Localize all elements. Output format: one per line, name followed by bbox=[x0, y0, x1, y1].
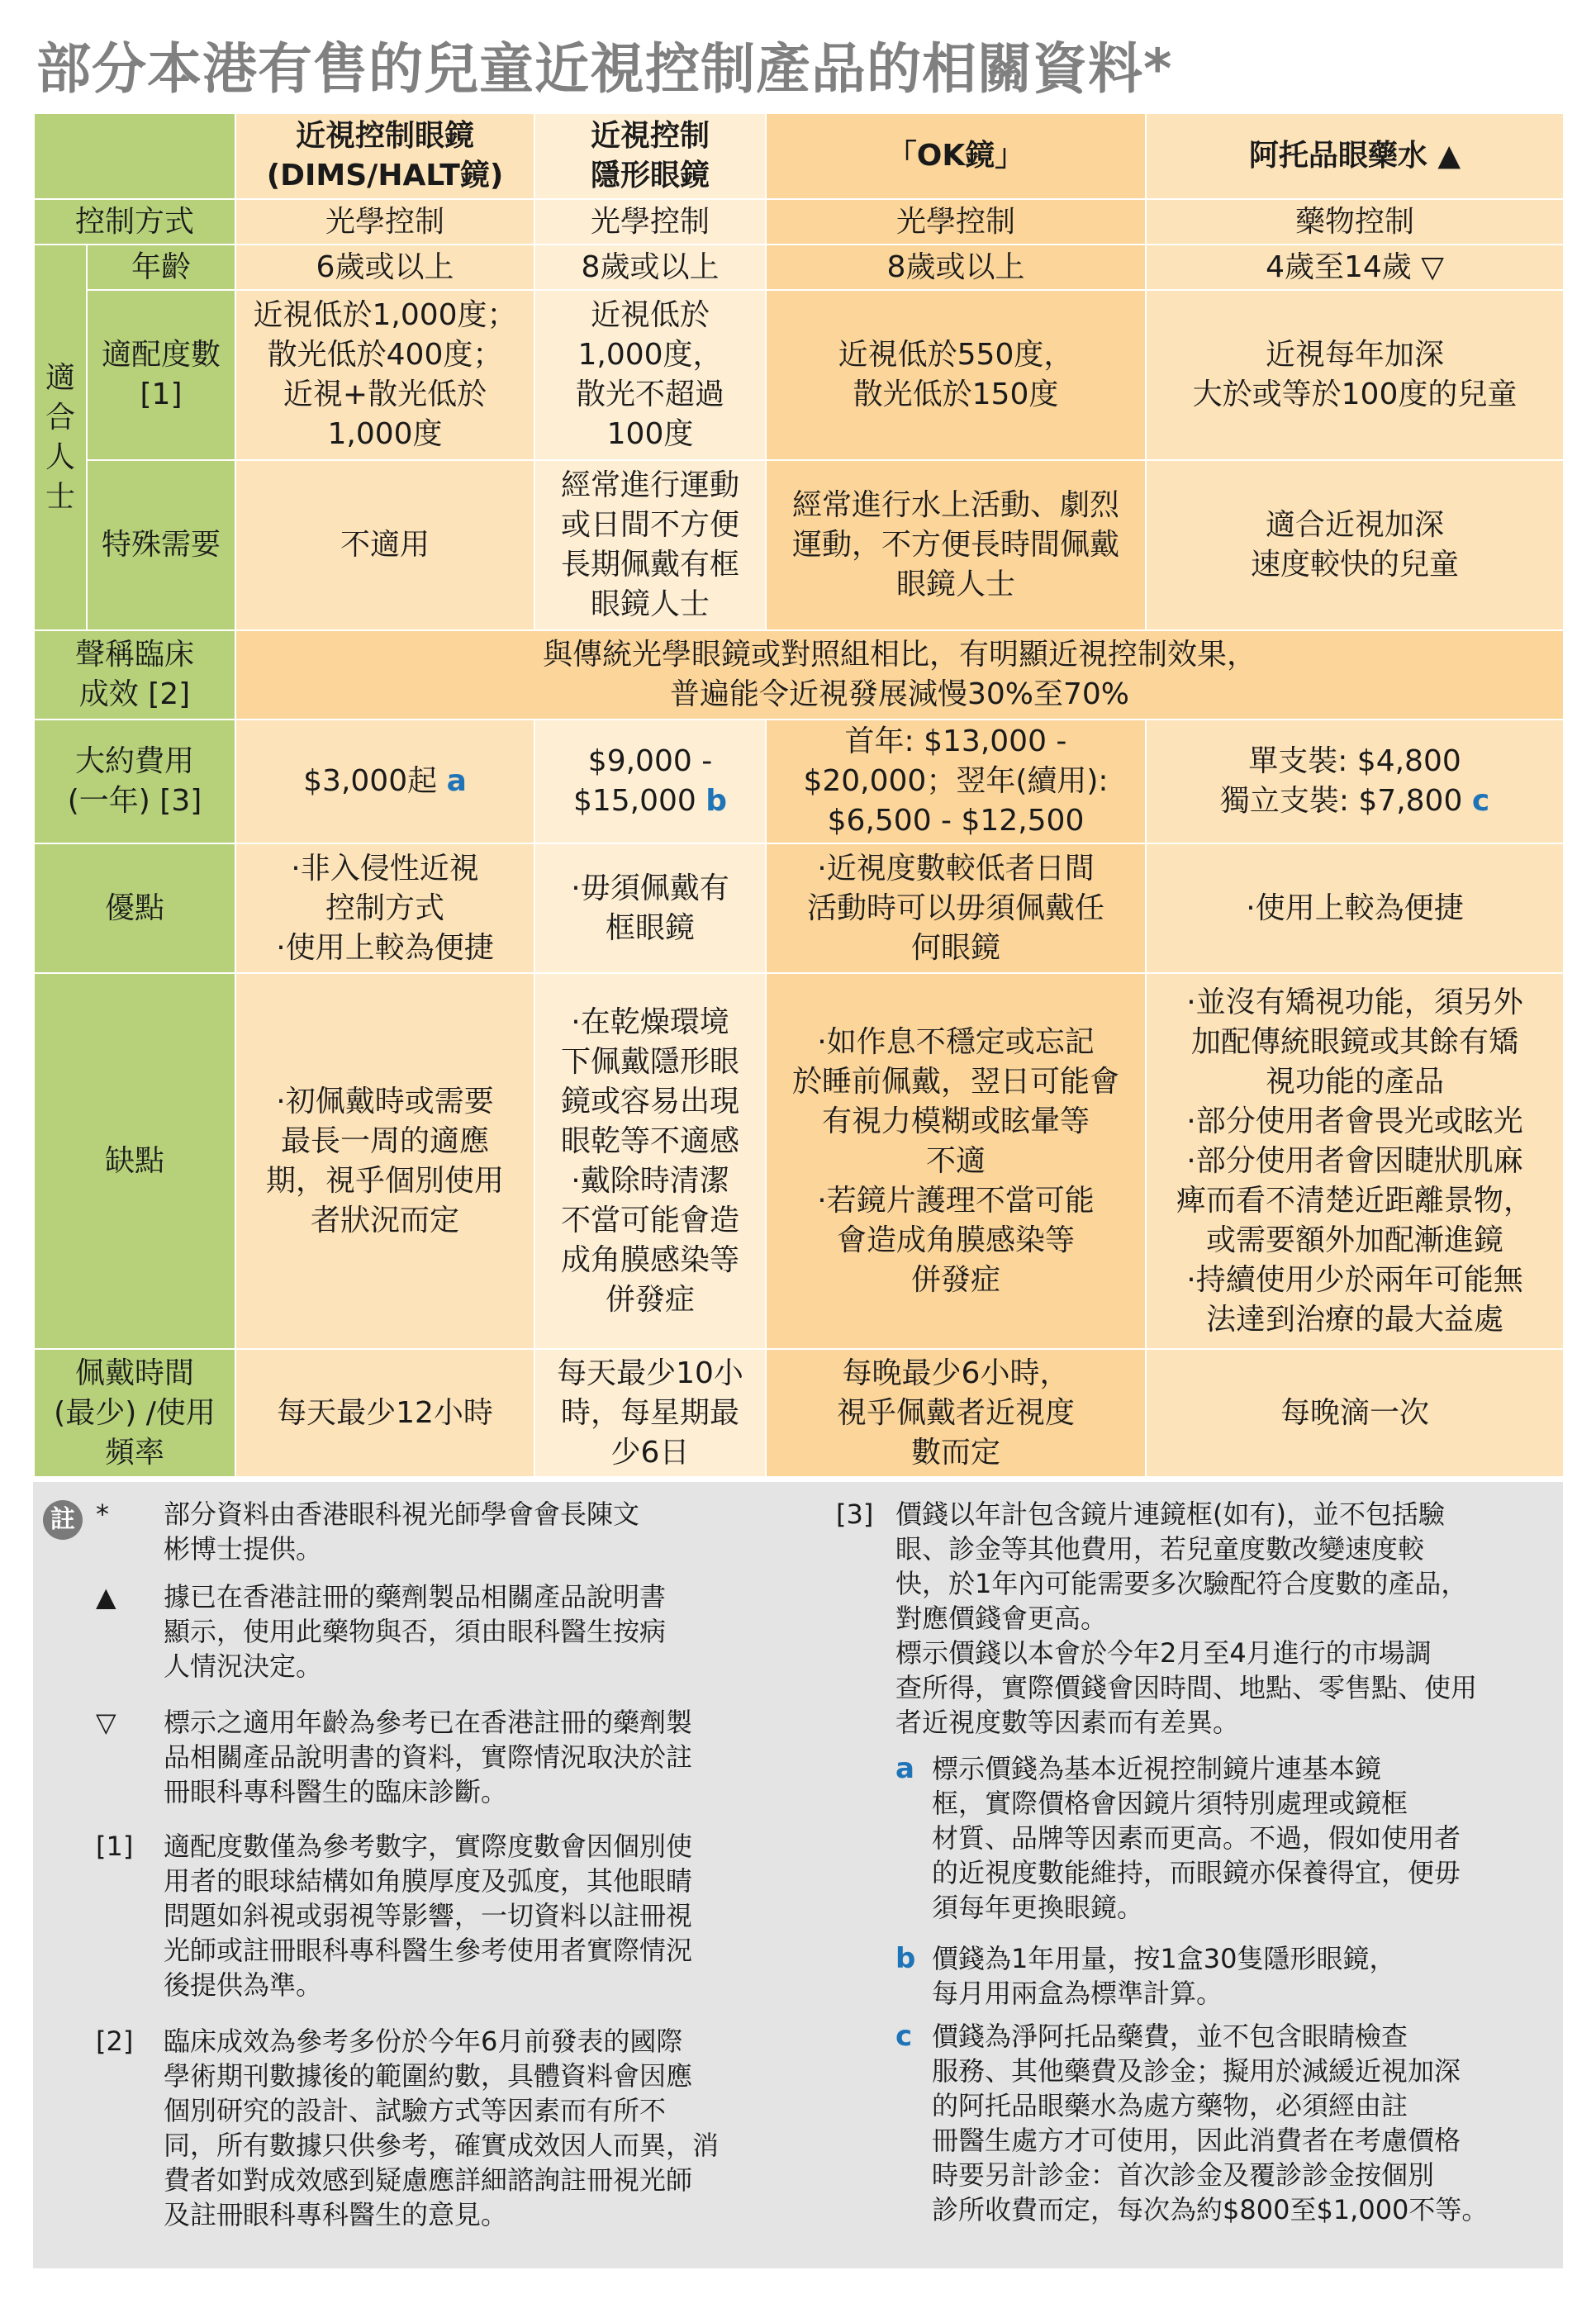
row-label-cost-line: 大約費用 bbox=[74, 744, 194, 778]
cell-cons-dims-line: 最長一周的適應 bbox=[280, 1123, 489, 1158]
cell-age-atropine: 4歲至14歲 ▽ bbox=[1146, 245, 1564, 290]
row-label-efficacy-line: 成效 [2] bbox=[78, 677, 191, 711]
note-triangle bbox=[164, 1579, 824, 1684]
footnote-mark-c: c bbox=[1471, 784, 1490, 818]
note-sub-mark-a: a bbox=[895, 1752, 914, 1785]
cell-wear-contact-line: 每天最少10小 bbox=[557, 1356, 743, 1390]
notes-badge: 註 bbox=[43, 1500, 83, 1540]
cost-atropine-line-1: 單支裝: $4,800 bbox=[1248, 744, 1461, 778]
note-3-line: 眼、診金等其他費用，若兒童度數改變速度較 bbox=[895, 1533, 1425, 1565]
row-label-wear bbox=[34, 1349, 235, 1477]
cell-special-ok bbox=[766, 460, 1146, 630]
cell-special-ok-line: 經常進行水上活動、劇烈 bbox=[791, 488, 1119, 522]
cell-age-contact: 8歲或以上 bbox=[534, 245, 766, 290]
cell-special-ok-line: 眼鏡人士 bbox=[895, 568, 1015, 601]
cell-cons-contact-line: 眼乾等不適感 bbox=[560, 1123, 739, 1158]
row-label-control-method: 控制方式 bbox=[34, 199, 235, 245]
cell-pros-ok-line: 活動時可以毋須佩戴任 bbox=[806, 891, 1104, 925]
footnote-mark-a: a bbox=[446, 764, 467, 798]
cell-cons-ok-line: 於睡前佩戴，翌日可能會 bbox=[791, 1064, 1119, 1099]
row-label-degree bbox=[87, 290, 235, 460]
page-title: 部分本港有售的兒童近視控制產品的相關資料* bbox=[36, 37, 1173, 101]
cell-cons-atropine-line: 痺而看不清楚近距離景物， bbox=[1176, 1183, 1533, 1218]
cell-pros-contact-line: 框眼鏡 bbox=[605, 910, 695, 945]
cell-cons-atropine-line: 或需要額外加配漸進鏡 bbox=[1205, 1223, 1503, 1257]
cell-cost-ok bbox=[766, 720, 1146, 843]
cell-cons-contact-line: 成角膜感染等 bbox=[560, 1242, 739, 1277]
cell-degree-contact-line: 100度 bbox=[606, 417, 694, 451]
footnote-mark-b: b bbox=[705, 784, 728, 818]
note-2-line: 同，所有數據只供參考，確實成效因人而異，消 bbox=[164, 2130, 720, 2161]
cell-degree-dims bbox=[235, 290, 534, 460]
cell-cost-ok-line: $20,000；翌年(續用): bbox=[803, 764, 1109, 798]
note-triangle-line: 顯示，使用此藥物與否，須由眼科醫生按病 bbox=[164, 1616, 667, 1647]
cell-efficacy-line: 與傳統光學眼鏡或對照組相比，有明顯近視控制效果， bbox=[542, 638, 1256, 672]
cell-efficacy-line: 普遍能令近視發展減慢30%至70% bbox=[669, 677, 1130, 711]
note-triangle-down bbox=[164, 1705, 824, 1809]
note-triangle-line: 據已在香港註冊的藥劑製品相關產品說明書 bbox=[164, 1581, 667, 1612]
cell-degree-dims-line: 近視低於1,000度； bbox=[253, 298, 517, 332]
cell-cons-ok-line: ·若鏡片護理不當可能 bbox=[817, 1183, 1095, 1218]
cell-control-atropine: 藥物控制 bbox=[1146, 199, 1564, 245]
cell-special-contact-line: 或日間不方便 bbox=[560, 508, 739, 542]
cell-cons-ok-line: 會造成角膜感染等 bbox=[836, 1223, 1075, 1257]
note-2-line: 個別研究的設計、試驗方式等因素而有所不 bbox=[164, 2095, 667, 2126]
cell-wear-contact bbox=[534, 1349, 766, 1477]
note-sub-c-line: 診所收費而定，每次為約$800至$1,000不等。 bbox=[932, 2194, 1489, 2225]
note-sub-a-line: 材質、品牌等因素而更高。不過，假如使用者 bbox=[932, 1822, 1461, 1854]
cell-degree-dims-line: 散光低於400度； bbox=[267, 338, 503, 372]
note-3-line: 價錢以年計包含鏡片連鏡框(如有)，並不包括驗 bbox=[895, 1498, 1445, 1530]
note-2-line: 學術期刊數據後的範圍約數，具體資料會因應 bbox=[164, 2060, 693, 2092]
cell-pros-dims-line: ·使用上較為便捷 bbox=[276, 930, 494, 965]
note-2-line: 費者如對成效感到疑慮應詳細諮詢註冊視光師 bbox=[164, 2164, 693, 2196]
cell-cons-dims-line: 者狀況而定 bbox=[310, 1203, 459, 1237]
cell-special-atropine-line: 適合近視加深 bbox=[1265, 508, 1444, 542]
cell-pros-dims-line: ·非入侵性近視 bbox=[291, 851, 479, 886]
cell-cons-atropine-line: 法達到治療的最大益處 bbox=[1205, 1302, 1503, 1337]
cell-cons-contact bbox=[534, 973, 766, 1349]
comparison-table bbox=[33, 112, 1565, 1478]
row-label-cost-line: (一年) [3] bbox=[67, 784, 202, 818]
note-3-line: 者近視度數等因素而有差異。 bbox=[895, 1707, 1240, 1738]
note-asterisk-line: 彬博士提供。 bbox=[164, 1533, 323, 1565]
row-label-degree-line: [1] bbox=[140, 378, 183, 411]
note-sub-c-line: 時要另計診金：首次診金及覆診診金按個別 bbox=[932, 2159, 1435, 2191]
header-dims bbox=[235, 113, 534, 199]
row-group-label-suitable-line: 合 bbox=[45, 400, 75, 435]
note-sub-c-line: 冊醫生處方才可使用，因此消費者在考慮價格 bbox=[932, 2125, 1461, 2156]
note-2-line: 及註冊眼科專科醫生的意見。 bbox=[164, 2199, 508, 2230]
note-3-line: 對應價錢會更高。 bbox=[895, 1603, 1108, 1634]
cell-cons-ok bbox=[766, 973, 1146, 1349]
cell-cons-dims-line: 期，視乎個別使用 bbox=[265, 1163, 504, 1198]
cell-pros-ok-line: 何眼鏡 bbox=[910, 930, 1000, 965]
cell-pros-dims bbox=[235, 843, 534, 973]
note-sub-a-line: 的近視度數能維持，而眼鏡亦保養得宜，便毋 bbox=[932, 1857, 1461, 1888]
cell-wear-ok-line: 每晚最少6小時， bbox=[842, 1356, 1070, 1390]
header-dims-line: (DIMS/HALT鏡) bbox=[266, 159, 504, 192]
cell-cons-atropine-line: 視功能的產品 bbox=[1265, 1064, 1444, 1099]
cell-degree-ok-line: 散光低於150度 bbox=[853, 378, 1059, 411]
note-mark-asterisk: * bbox=[96, 1498, 109, 1530]
cell-special-ok-line: 運動，不方便長時間佩戴 bbox=[791, 528, 1119, 562]
cell-degree-contact-line: 1,000度， bbox=[577, 338, 723, 372]
note-sub-a-line: 標示價錢為基本近視控制鏡片連基本鏡 bbox=[932, 1753, 1382, 1784]
note-1-line: 適配度數僅為參考數字，實際度數會因個別使 bbox=[164, 1831, 693, 1862]
header-dims-line: 近視控制眼鏡 bbox=[295, 119, 474, 153]
cell-cons-dims-line: ·初佩戴時或需要 bbox=[276, 1084, 494, 1119]
note-3-line: 標示價錢以本會於今年2月至4月進行的市場調 bbox=[895, 1637, 1432, 1669]
cell-degree-contact bbox=[534, 290, 766, 460]
cell-wear-atropine: 每晚滴一次 bbox=[1146, 1349, 1564, 1477]
cost-contact-line-1: $9,000 - bbox=[587, 744, 713, 778]
cell-efficacy bbox=[235, 630, 1564, 720]
row-group-label-suitable bbox=[34, 245, 87, 630]
cell-degree-atropine-line: 近視每年加深 bbox=[1265, 338, 1444, 372]
note-1-line: 問題如斜視或弱視等影響，一切資料以註冊視 bbox=[164, 1900, 693, 1931]
header-ok: 「OK鏡」 bbox=[766, 113, 1146, 199]
cell-cons-atropine-line: ·並沒有矯視功能，須另外 bbox=[1186, 985, 1523, 1019]
cell-cost-contact bbox=[534, 720, 766, 843]
cell-special-atropine-line: 速度較快的兒童 bbox=[1250, 548, 1459, 582]
header-contact-line: 隱形眼鏡 bbox=[590, 159, 710, 192]
cell-cons-atropine bbox=[1146, 973, 1564, 1349]
cell-pros-ok-line: ·近視度數較低者日間 bbox=[817, 851, 1095, 886]
note-mark-triangle-down: ▽ bbox=[96, 1707, 116, 1738]
cell-cons-contact-line: 不當可能會造 bbox=[560, 1203, 739, 1237]
header-contact-line: 近視控制 bbox=[590, 119, 710, 153]
cell-cons-contact-line: 鏡或容易出現 bbox=[560, 1084, 739, 1119]
note-triangle-line: 人情況決定。 bbox=[164, 1650, 323, 1682]
cell-age-ok: 8歲或以上 bbox=[766, 245, 1146, 290]
row-label-wear-line: 頻率 bbox=[104, 1435, 164, 1470]
note-sub-c bbox=[932, 2019, 1560, 2227]
cell-degree-atropine-line: 大於或等於100度的兒童 bbox=[1192, 378, 1518, 411]
row-group-label-suitable-line: 士 bbox=[45, 479, 75, 514]
note-triangle-down-line: 冊眼科專科醫生的臨床診斷。 bbox=[164, 1776, 508, 1807]
cell-special-contact bbox=[534, 460, 766, 630]
note-2-line: 臨床成效為參考多份於今年6月前發表的國際 bbox=[164, 2026, 683, 2057]
cell-cost-atropine bbox=[1146, 720, 1564, 843]
cost-dims-text: $3,000起 bbox=[303, 764, 438, 798]
cell-cons-ok-line: 併發症 bbox=[910, 1262, 1000, 1297]
note-2 bbox=[164, 2024, 824, 2232]
row-label-wear-line: (最少) /使用 bbox=[54, 1395, 216, 1430]
row-label-pros: 優點 bbox=[34, 843, 235, 973]
cell-wear-contact-line: 時，每星期最 bbox=[560, 1395, 739, 1430]
cell-wear-dims: 每天最少12小時 bbox=[235, 1349, 534, 1477]
notes-panel bbox=[33, 1482, 1563, 2268]
cell-cons-ok-line: ·如作息不穩定或忘記 bbox=[817, 1024, 1095, 1059]
cell-cons-contact-line: 下佩戴隱形眼 bbox=[560, 1044, 739, 1079]
cell-wear-ok-line: 數而定 bbox=[910, 1435, 1000, 1470]
cell-cons-atropine-line: ·持續使用少於兩年可能無 bbox=[1186, 1262, 1523, 1297]
header-atropine: 阿托品眼藥水 ▲ bbox=[1146, 113, 1564, 199]
note-mark-3: [3] bbox=[836, 1498, 874, 1530]
cell-age-dims: 6歲或以上 bbox=[235, 245, 534, 290]
cell-cons-ok-line: 有視力模糊或眩暈等 bbox=[821, 1104, 1090, 1138]
cell-cons-dims bbox=[235, 973, 534, 1349]
cell-special-dims: 不適用 bbox=[235, 460, 534, 630]
cell-special-contact-line: 經常進行運動 bbox=[560, 468, 739, 502]
note-sub-c-line: 價錢為淨阿托品藥費，並不包含眼睛檢查 bbox=[932, 2021, 1408, 2052]
cell-degree-ok-line: 近視低於550度， bbox=[838, 338, 1074, 372]
row-group-label-suitable-line: 適 bbox=[45, 360, 75, 395]
note-3-line: 快，於1年內可能需要多次驗配符合度數的產品， bbox=[895, 1568, 1468, 1599]
row-label-cost bbox=[34, 720, 235, 843]
row-label-efficacy bbox=[34, 630, 235, 720]
cost-atropine-line-2: 獨立支裝: $7,800 bbox=[1219, 784, 1463, 818]
cell-pros-dims-line: 控制方式 bbox=[325, 891, 444, 925]
cell-wear-contact-line: 少6日 bbox=[610, 1435, 690, 1470]
cell-cost-ok-line: $6,500 - $12,500 bbox=[827, 804, 1085, 838]
note-mark-1: [1] bbox=[96, 1831, 134, 1862]
note-sub-b-line: 每月用兩盒為標準計算。 bbox=[932, 1978, 1223, 2009]
row-label-degree-line: 適配度數 bbox=[101, 338, 221, 372]
cell-degree-contact-line: 散光不超過 bbox=[575, 378, 724, 411]
note-asterisk-line: 部分資料由香港眼科視光師學會會長陳文 bbox=[164, 1498, 640, 1530]
note-1-line: 光師或註冊眼科專科醫生參考使用者實際情況 bbox=[164, 1935, 693, 1966]
header-blank bbox=[34, 113, 235, 199]
row-label-age: 年齡 bbox=[87, 245, 235, 290]
note-triangle-down-line: 品相關產品說明書的資料，實際情況取決於註 bbox=[164, 1741, 693, 1773]
cell-degree-dims-line: 1,000度 bbox=[327, 417, 443, 451]
note-sub-c-line: 的阿托品眼藥水為處方藥物，必須經由註 bbox=[932, 2090, 1408, 2121]
cell-wear-ok-line: 視乎佩戴者近視度 bbox=[836, 1395, 1075, 1430]
note-sub-b bbox=[932, 1941, 1560, 2011]
note-sub-mark-b: b bbox=[895, 1942, 916, 1975]
note-sub-a-line: 框，實際價格會因鏡片須特別處理或鏡框 bbox=[932, 1788, 1408, 1819]
note-3 bbox=[895, 1497, 1556, 1740]
cell-degree-dims-line: 近視+散光低於 bbox=[283, 378, 487, 411]
note-3-line: 查所得，實際價錢會因時間、地點、零售點、使用 bbox=[895, 1672, 1478, 1703]
cell-cons-atropine-line: ·部分使用者會畏光或眩光 bbox=[1186, 1104, 1523, 1138]
row-label-special: 特殊需要 bbox=[87, 460, 235, 630]
cell-cons-contact-line: ·在乾燥環境 bbox=[571, 1005, 729, 1039]
note-1 bbox=[164, 1829, 824, 2002]
cell-pros-ok bbox=[766, 843, 1146, 973]
cell-special-contact-line: 長期佩戴有框 bbox=[560, 548, 739, 582]
cell-cons-atropine-line: 加配傳統眼鏡或其餘有矯 bbox=[1190, 1024, 1518, 1059]
note-mark-triangle: ▲ bbox=[96, 1581, 116, 1612]
cell-cost-dims bbox=[235, 720, 534, 843]
cell-control-ok: 光學控制 bbox=[766, 199, 1146, 245]
cell-cons-contact-line: ·戴除時清潔 bbox=[571, 1163, 729, 1198]
cell-degree-ok bbox=[766, 290, 1146, 460]
cell-degree-contact-line: 近視低於 bbox=[590, 298, 710, 332]
note-1-line: 用者的眼球結構如角膜厚度及弧度，其他眼睛 bbox=[164, 1865, 693, 1897]
row-label-wear-line: 佩戴時間 bbox=[74, 1356, 194, 1390]
cell-degree-atropine bbox=[1146, 290, 1564, 460]
cell-control-contact: 光學控制 bbox=[534, 199, 766, 245]
cell-pros-contact-line: ·毋須佩戴有 bbox=[571, 871, 729, 905]
note-asterisk bbox=[164, 1497, 824, 1566]
note-triangle-down-line: 標示之適用年齡為參考已在香港註冊的藥劑製 bbox=[164, 1707, 693, 1738]
row-group-label-suitable-line: 人 bbox=[45, 439, 75, 474]
row-label-cons: 缺點 bbox=[34, 973, 235, 1349]
note-sub-a bbox=[932, 1751, 1560, 1925]
cell-wear-ok bbox=[766, 1349, 1146, 1477]
cell-special-atropine bbox=[1146, 460, 1564, 630]
note-sub-c-line: 服務、其他藥費及診金；擬用於減緩近視加深 bbox=[932, 2055, 1461, 2087]
note-sub-b-line: 價錢為1年用量，按1盒30隻隱形眼鏡， bbox=[932, 1943, 1396, 1974]
cell-pros-atropine: ·使用上較為便捷 bbox=[1146, 843, 1564, 973]
cell-cons-contact-line: 併發症 bbox=[605, 1282, 695, 1317]
cost-contact-line-2: $15,000 bbox=[572, 784, 696, 818]
note-1-line: 後提供為準。 bbox=[164, 1969, 323, 2001]
cell-cost-ok-line: 首年: $13,000 - bbox=[844, 724, 1067, 758]
cell-cons-ok-line: 不適 bbox=[925, 1143, 986, 1178]
note-sub-a-line: 須每年更換眼鏡。 bbox=[932, 1892, 1144, 1923]
cell-control-dims: 光學控制 bbox=[235, 199, 534, 245]
note-sub-mark-c: c bbox=[895, 2020, 913, 2053]
cell-cons-atropine-line: ·部分使用者會因睫狀肌麻 bbox=[1186, 1143, 1523, 1178]
note-mark-2: [2] bbox=[96, 2026, 134, 2057]
row-label-efficacy-line: 聲稱臨床 bbox=[74, 638, 194, 672]
cell-special-contact-line: 眼鏡人士 bbox=[590, 587, 710, 621]
cell-pros-contact bbox=[534, 843, 766, 973]
header-contact bbox=[534, 113, 766, 199]
